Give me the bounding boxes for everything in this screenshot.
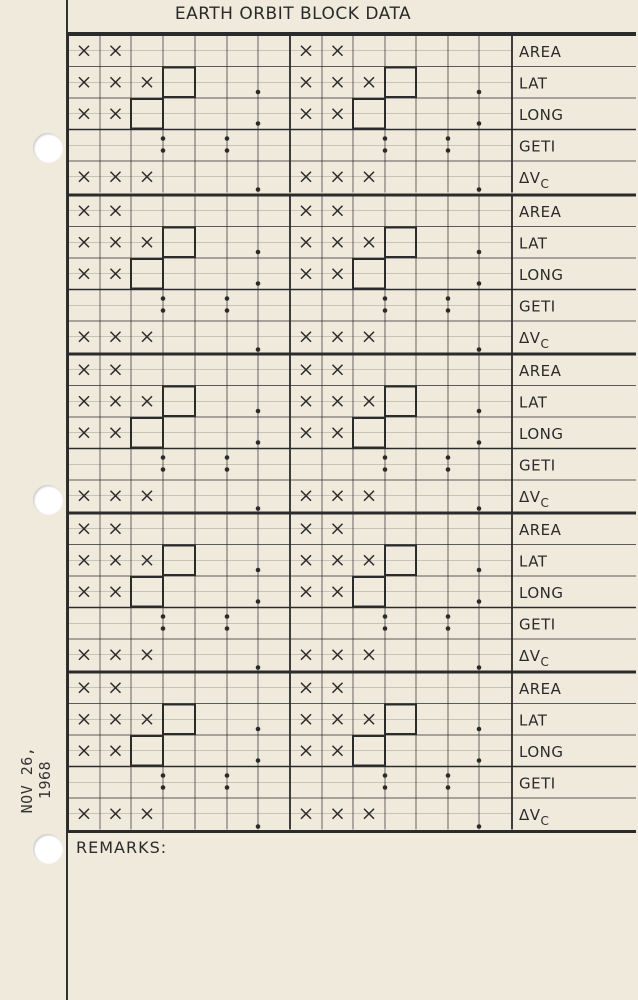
decimal-dot (477, 250, 482, 255)
decimal-dot (256, 347, 261, 352)
decimal-dot (477, 440, 482, 445)
decimal-dot (161, 136, 166, 141)
decimal-dot (383, 296, 388, 301)
decimal-dot (446, 148, 451, 153)
decimal-dot (161, 614, 166, 619)
row-label-lat: LAT (519, 234, 548, 253)
decimal-dot (225, 614, 230, 619)
decimal-dot (477, 409, 482, 414)
decimal-dot (225, 136, 230, 141)
decimal-dot (446, 308, 451, 313)
decimal-dot (256, 409, 261, 414)
decimal-dot (446, 467, 451, 472)
decimal-dot (477, 568, 482, 573)
decimal-dot (477, 187, 482, 192)
decimal-dot (225, 455, 230, 460)
decimal-dot (477, 727, 482, 732)
row-label-area: AREA (519, 42, 562, 61)
decimal-dot (225, 467, 230, 472)
decimal-dot (477, 824, 482, 829)
row-label-long: LONG (519, 265, 564, 284)
decimal-dot (256, 506, 261, 511)
decimal-dot (256, 281, 261, 286)
decimal-dot (225, 773, 230, 778)
decimal-dot (477, 506, 482, 511)
decimal-dot (477, 758, 482, 763)
row-label-dvc: $\Delta V_C$ (519, 168, 550, 191)
decimal-dot (256, 90, 261, 95)
decimal-dot (225, 626, 230, 631)
decimal-dot (256, 121, 261, 126)
row-label-long: LONG (519, 742, 564, 761)
row-label-area: AREA (519, 679, 562, 698)
decimal-dot (446, 785, 451, 790)
decimal-dot (477, 599, 482, 604)
row-label-long: LONG (519, 105, 564, 124)
row-label-geti: GETI (519, 137, 556, 156)
decimal-dot (161, 773, 166, 778)
decimal-dot (256, 599, 261, 604)
row-label-geti: GETI (519, 297, 556, 316)
decimal-dot (256, 568, 261, 573)
decimal-dot (161, 308, 166, 313)
decimal-dot (225, 785, 230, 790)
decimal-dot (256, 824, 261, 829)
row-label-dvc: $\Delta V_C$ (519, 805, 550, 828)
decimal-dot (256, 665, 261, 670)
decimal-dot (161, 785, 166, 790)
decimal-dot (225, 148, 230, 153)
decimal-dot (161, 455, 166, 460)
decimal-dot (383, 773, 388, 778)
date-stamp: NOV 26, 1968 (18, 746, 54, 814)
row-label-lat: LAT (519, 393, 548, 412)
decimal-dot (446, 626, 451, 631)
decimal-dot (477, 90, 482, 95)
row-label-lat: LAT (519, 552, 548, 571)
decimal-dot (446, 296, 451, 301)
decimal-dot (383, 308, 388, 313)
remarks-label: REMARKS: (76, 838, 168, 857)
row-label-long: LONG (519, 583, 564, 602)
decimal-dot (161, 467, 166, 472)
decimal-dot (256, 758, 261, 763)
decimal-dot (383, 467, 388, 472)
decimal-dot (256, 187, 261, 192)
decimal-dot (225, 296, 230, 301)
row-label-geti: GETI (519, 615, 556, 634)
row-label-dvc: $\Delta V_C$ (519, 328, 550, 351)
decimal-dot (161, 296, 166, 301)
row-label-dvc: $\Delta V_C$ (519, 487, 550, 510)
row-label-area: AREA (519, 520, 562, 539)
row-label-area: AREA (519, 361, 562, 380)
decimal-dot (383, 614, 388, 619)
decimal-dot (383, 785, 388, 790)
decimal-dot (256, 440, 261, 445)
decimal-dot (446, 136, 451, 141)
decimal-dot (383, 136, 388, 141)
row-label-geti: GETI (519, 456, 556, 475)
decimal-dot (383, 626, 388, 631)
decimal-dot (161, 148, 166, 153)
decimal-dot (477, 347, 482, 352)
row-label-long: LONG (519, 424, 564, 443)
decimal-dot (477, 121, 482, 126)
row-label-lat: LAT (519, 711, 548, 730)
decimal-dot (161, 626, 166, 631)
decimal-dot (225, 308, 230, 313)
decimal-dot (477, 665, 482, 670)
decimal-dot (446, 614, 451, 619)
decimal-dot (446, 455, 451, 460)
decimal-dot (256, 727, 261, 732)
row-label-area: AREA (519, 202, 562, 221)
form-title: EARTH ORBIT BLOCK DATA (174, 4, 412, 24)
decimal-dot (256, 250, 261, 255)
row-label-dvc: $\Delta V_C$ (519, 646, 550, 669)
decimal-dot (383, 148, 388, 153)
decimal-dot (446, 773, 451, 778)
row-label-lat: LAT (519, 74, 548, 93)
row-label-geti: GETI (519, 774, 556, 793)
decimal-dot (383, 455, 388, 460)
decimal-dot (477, 281, 482, 286)
